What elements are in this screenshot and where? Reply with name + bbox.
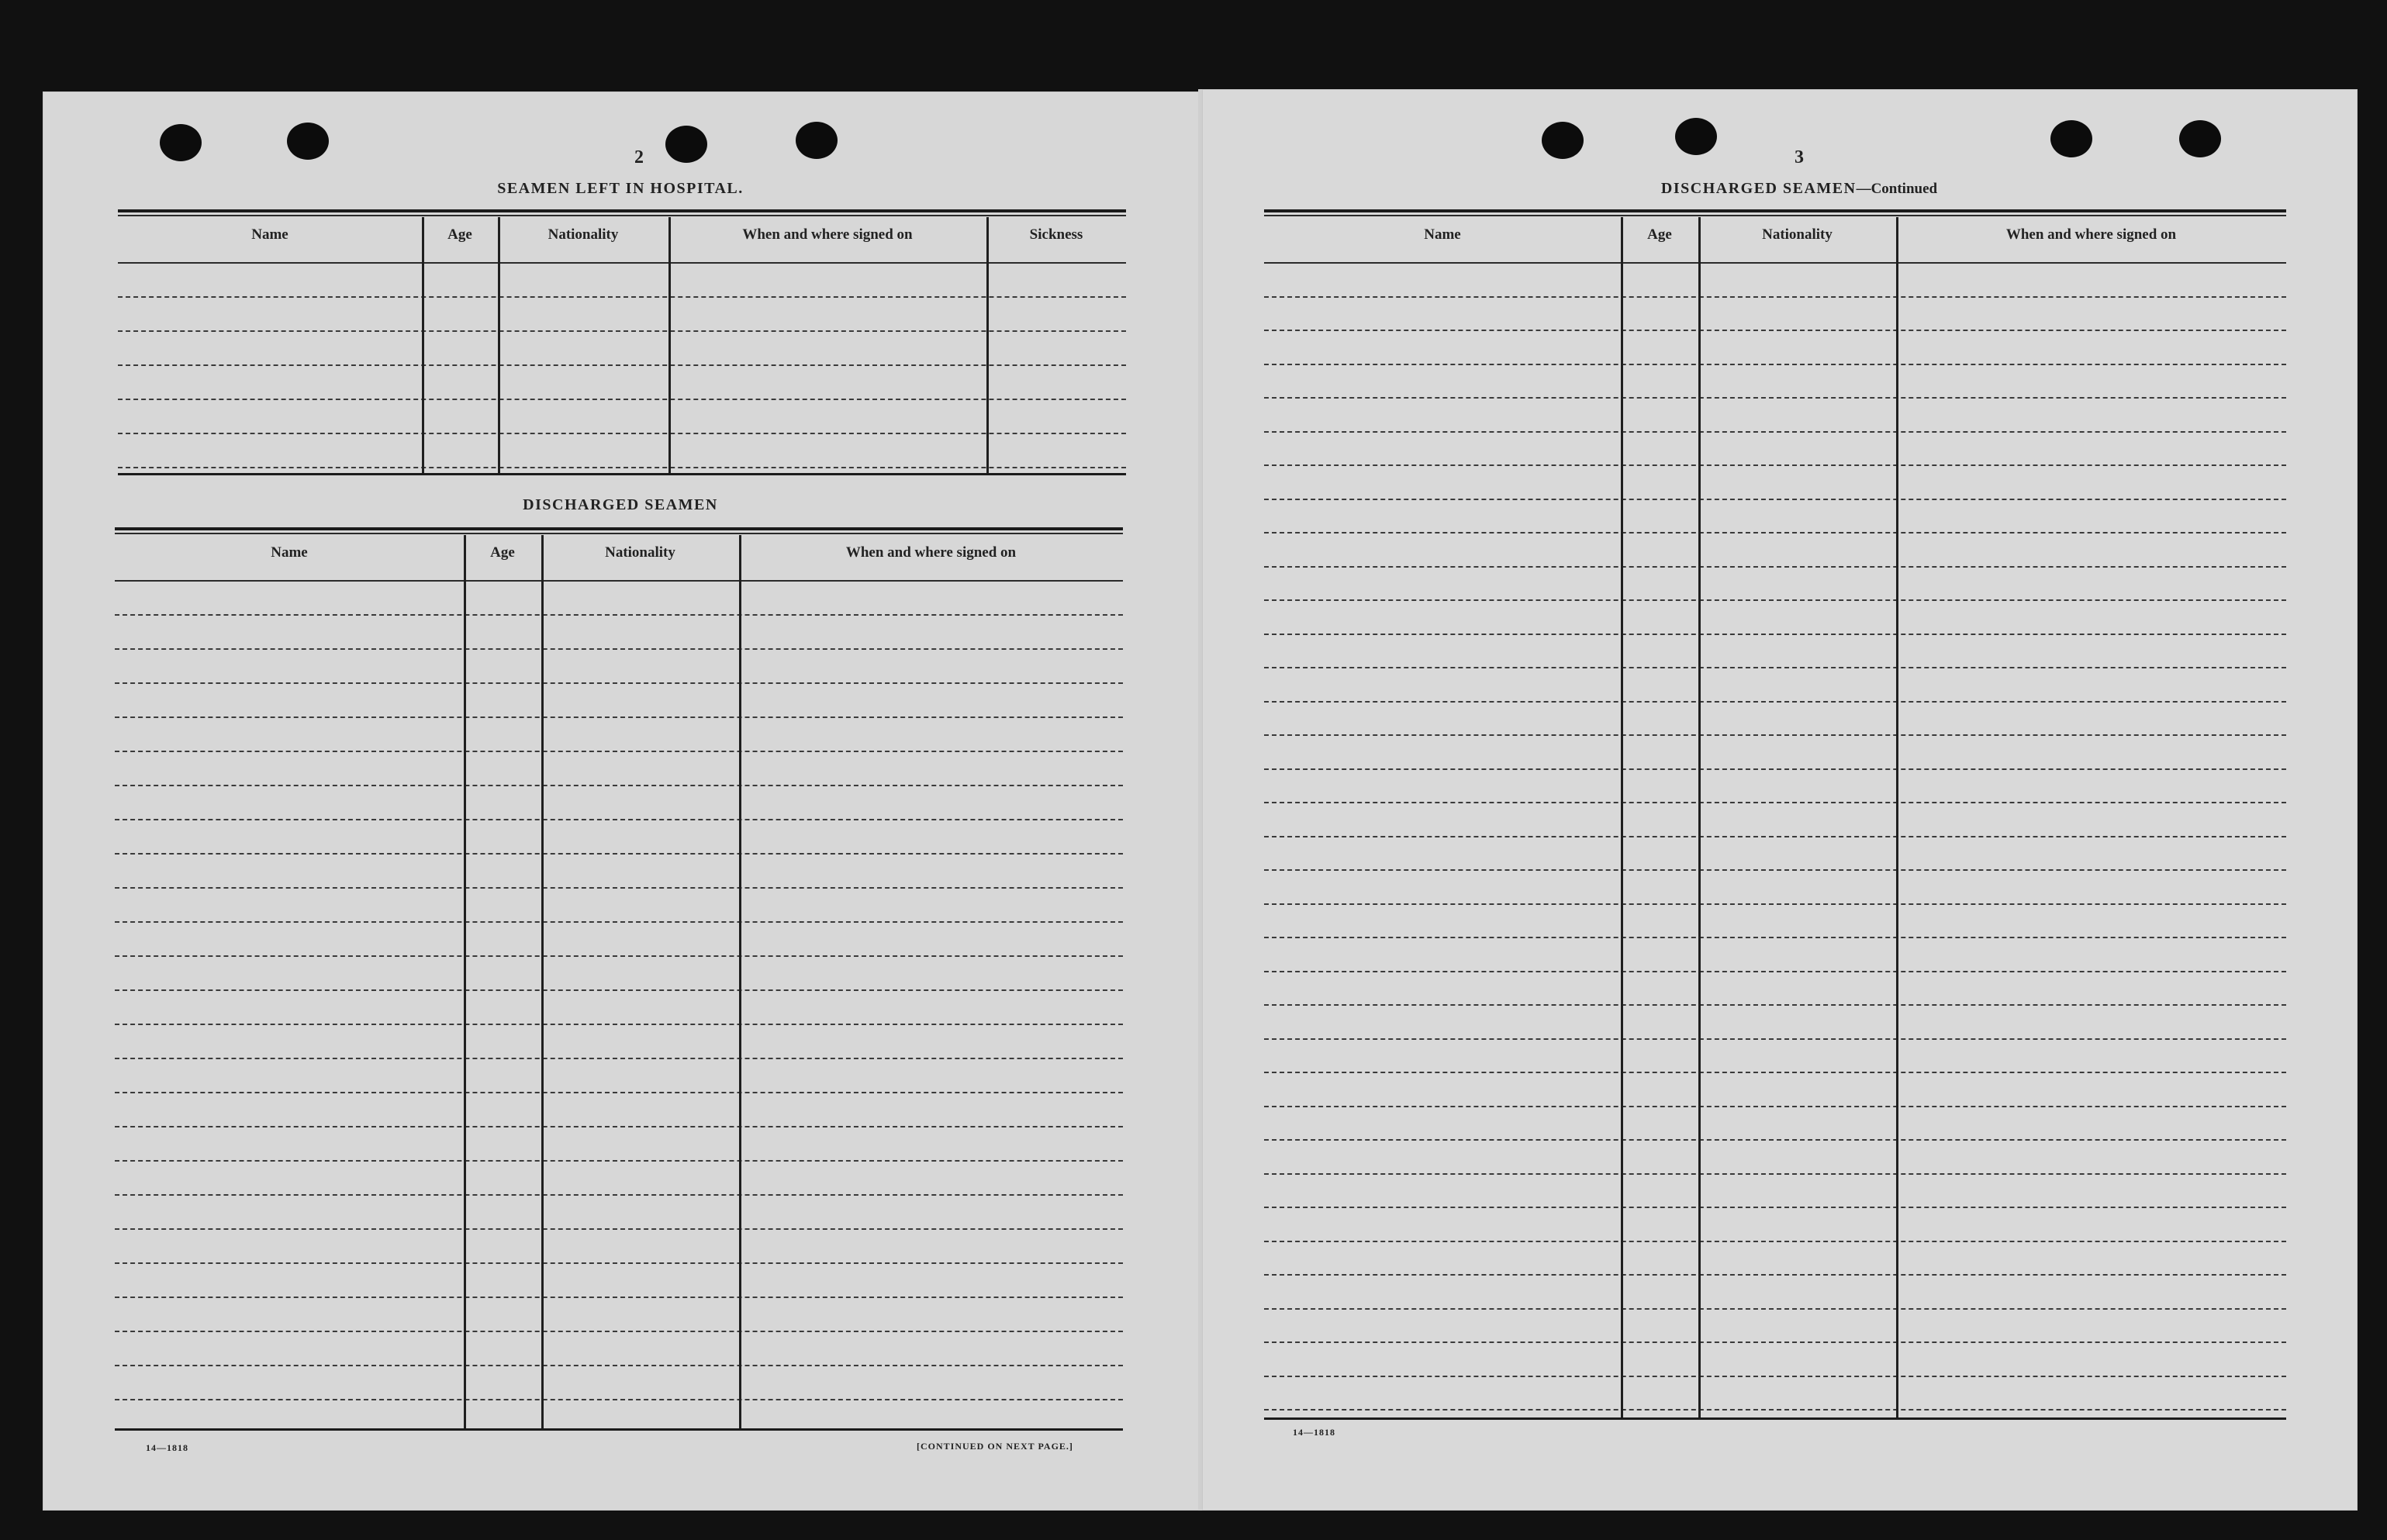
table-row-line	[1264, 971, 2286, 972]
table-row-line	[115, 716, 1123, 718]
table-row-line	[1264, 364, 2286, 365]
table-row-line	[115, 1160, 1123, 1162]
table-row-line	[115, 751, 1123, 752]
column-header: When and where signed on	[2005, 226, 2177, 243]
table-top-rule	[115, 527, 1123, 530]
column-divider	[668, 217, 671, 473]
column-header: Name	[271, 544, 308, 561]
discharged-table-left	[115, 527, 1123, 1435]
column-header: Sickness	[1029, 226, 1083, 243]
table-row-line	[1264, 397, 2286, 399]
punch-hole-icon	[2050, 120, 2092, 157]
table-row-line	[115, 614, 1123, 616]
column-header: When and where signed on	[845, 544, 1017, 561]
punch-hole-icon	[796, 122, 838, 159]
table-row-line	[115, 1194, 1123, 1196]
continued-note: [CONTINUED ON NEXT PAGE.]	[917, 1441, 1073, 1452]
punch-hole-icon	[160, 124, 202, 161]
punch-hole-icon	[665, 126, 707, 163]
table-row-line	[1264, 566, 2286, 568]
discharged-continued-title-main: DISCHARGED SEAMEN	[1660, 180, 1857, 197]
table-row-line	[115, 989, 1123, 991]
table-row-line	[115, 1399, 1123, 1400]
table-top-rule	[1264, 209, 2286, 212]
table-row-line	[1264, 599, 2286, 601]
column-header: Nationality	[548, 226, 619, 243]
punch-hole-icon	[287, 123, 329, 160]
table-row-line	[1264, 330, 2286, 331]
table-row-line	[115, 1058, 1123, 1059]
punch-hole-icon	[1542, 122, 1584, 159]
table-top-rule	[118, 209, 1126, 212]
table-row-line	[118, 330, 1126, 332]
table-row-line	[1264, 1004, 2286, 1006]
column-divider	[986, 217, 989, 473]
table-row-line	[115, 921, 1123, 923]
table-row-line	[118, 467, 1126, 468]
table-row-line	[1264, 1341, 2286, 1343]
column-header: Nationality	[605, 544, 675, 561]
table-row-line	[1264, 1241, 2286, 1242]
table-row-line	[115, 887, 1123, 889]
column-header: Age	[447, 226, 472, 243]
punch-hole-icon	[2179, 120, 2221, 157]
table-row-line	[1264, 1409, 2286, 1411]
discharged-table-right	[1264, 209, 2286, 1423]
column-header: Name	[1424, 226, 1461, 243]
table-row-line	[118, 433, 1126, 434]
table-row-line	[115, 1024, 1123, 1025]
table-row-line	[1264, 734, 2286, 736]
table-row-line	[1264, 1072, 2286, 1073]
table-row-line	[1264, 1139, 2286, 1141]
column-header: Age	[1647, 226, 1672, 243]
column-divider	[422, 217, 424, 473]
table-row-line	[115, 648, 1123, 650]
table-row-line	[115, 1297, 1123, 1298]
table-row-line	[115, 1228, 1123, 1230]
table-row-line	[1264, 869, 2286, 871]
header-underline	[1264, 262, 2286, 264]
column-divider	[1621, 217, 1623, 1417]
discharged-section-title: DISCHARGED SEAMEN	[523, 496, 718, 513]
table-row-line	[1264, 836, 2286, 837]
table-row-line	[1264, 431, 2286, 433]
column-divider	[541, 535, 544, 1428]
table-row-line	[118, 364, 1126, 366]
table-row-line	[1264, 1207, 2286, 1208]
hospital-section-title: SEAMEN LEFT IN HOSPITAL.	[497, 180, 744, 197]
table-row-line	[115, 1126, 1123, 1127]
table-row-line	[115, 1365, 1123, 1366]
table-bottom-rule	[1264, 1417, 2286, 1420]
table-row-line	[115, 682, 1123, 684]
table-row-line	[115, 819, 1123, 820]
hospital-table	[118, 209, 1126, 481]
table-top-rule-thin	[1264, 215, 2286, 216]
page-number-right: 3	[1795, 147, 1804, 167]
table-row-line	[1264, 701, 2286, 703]
header-underline	[115, 580, 1123, 582]
column-divider	[739, 535, 741, 1428]
column-divider	[1896, 217, 1898, 1417]
column-header: Nationality	[1762, 226, 1833, 243]
table-row-line	[1264, 1106, 2286, 1107]
column-divider	[498, 217, 500, 473]
column-header: When and where signed on	[742, 226, 913, 243]
table-row-line	[1264, 499, 2286, 500]
table-top-rule-thin	[115, 533, 1123, 534]
column-divider	[464, 535, 466, 1428]
table-row-line	[1264, 464, 2286, 466]
table-row-line	[1264, 532, 2286, 533]
table-row-line	[1264, 634, 2286, 635]
column-divider	[1698, 217, 1701, 1417]
table-row-line	[1264, 1274, 2286, 1276]
table-row-line	[118, 399, 1126, 400]
column-header: Age	[490, 544, 515, 561]
column-header: Name	[251, 226, 288, 243]
table-bottom-rule	[118, 473, 1126, 475]
table-row-line	[1264, 296, 2286, 298]
table-row-line	[1264, 802, 2286, 803]
table-row-line	[115, 955, 1123, 957]
table-row-line	[1264, 903, 2286, 905]
table-row-line	[118, 296, 1126, 298]
table-row-line	[115, 1262, 1123, 1264]
table-row-line	[115, 785, 1123, 786]
table-row-line	[1264, 667, 2286, 668]
table-row-line	[1264, 1308, 2286, 1310]
table-row-line	[1264, 1173, 2286, 1175]
table-row-line	[1264, 1376, 2286, 1377]
table-row-line	[1264, 1038, 2286, 1040]
punch-hole-icon	[1675, 118, 1717, 155]
table-row-line	[1264, 937, 2286, 938]
header-underline	[118, 262, 1126, 264]
discharged-continued-title	[1582, 180, 2016, 198]
table-row-line	[115, 1331, 1123, 1332]
table-row-line	[1264, 768, 2286, 770]
discharged-continued-suffix: —Continued	[1856, 181, 1938, 197]
table-top-rule-thin	[118, 215, 1126, 216]
table-row-line	[115, 853, 1123, 855]
form-number-left: 14—1818	[146, 1442, 188, 1453]
table-bottom-rule	[115, 1428, 1123, 1431]
table-row-line	[115, 1092, 1123, 1093]
page-number-left: 2	[634, 147, 644, 167]
form-number-right: 14—1818	[1293, 1427, 1335, 1438]
